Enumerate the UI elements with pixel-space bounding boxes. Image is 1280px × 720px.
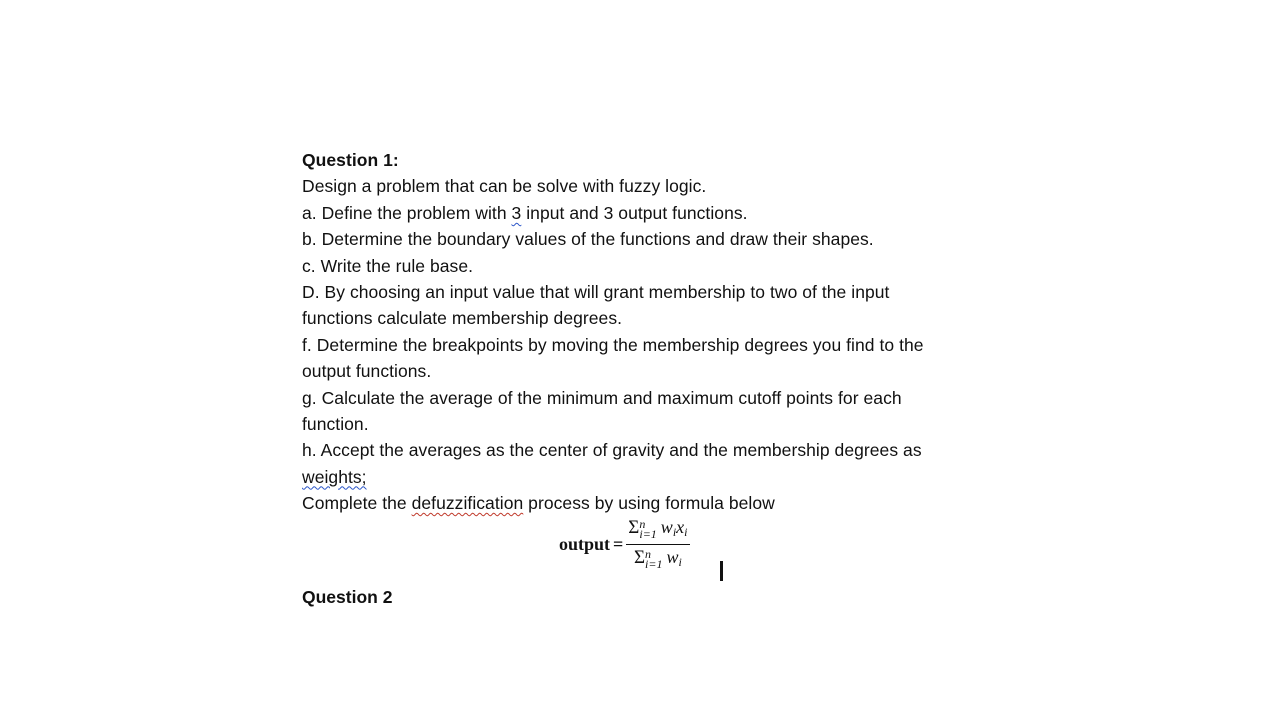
item-h-line-2: [302, 464, 1002, 490]
item-f-line-2: output functions.: [302, 361, 432, 382]
formula-denominator: [632, 545, 684, 572]
item-a-text: a. Define the problem with: [302, 202, 512, 223]
numerator-w-sub: i: [672, 525, 677, 539]
numerator-x-sub: i: [684, 525, 688, 539]
formula-lhs: output: [559, 534, 611, 554]
item-h-line-1: h. Accept the averages as the center of gravity and the membership degrees as: [302, 440, 922, 461]
formula-equals: =: [613, 534, 624, 554]
spelling-flag[interactable]: defuzzification: [411, 493, 524, 514]
formula-fraction: [626, 517, 689, 572]
defuzzification-formula[interactable]: [559, 517, 690, 572]
item-c: c. Write the rule base.: [302, 255, 474, 276]
next-question-heading-cutoff: Question 2: [302, 587, 393, 607]
item-b: b. Determine the boundary values of the functions and draw their shapes.: [302, 229, 874, 250]
numerator-sigma: Σ: [628, 517, 640, 538]
grammar-flag[interactable]: weights;: [302, 466, 367, 487]
complete-text: Complete the: [302, 493, 412, 514]
denominator-upper: n: [645, 546, 652, 561]
question-title: Question 1:: [302, 150, 399, 170]
item-g-line-2: function.: [302, 413, 369, 434]
item-d-line-1: D. By choosing an input value that will grant membership to two of the input: [302, 281, 890, 302]
complete-text-end: process by using formula below: [523, 493, 775, 514]
intro-line: Design a problem that can be solve with fuzzy logic.: [302, 176, 707, 197]
item-a: [302, 200, 1002, 226]
item-a-text-end: input and 3 output functions.: [521, 202, 748, 223]
denominator-limits: [645, 546, 663, 571]
formula-numerator: [626, 517, 689, 545]
numerator-limits: [639, 516, 657, 541]
spellcheck-flag[interactable]: 3: [511, 202, 522, 223]
item-d-line-2: functions calculate membership degrees.: [302, 308, 623, 329]
denominator-lower: i=1: [645, 556, 663, 571]
numerator-x: x: [676, 517, 685, 537]
text-cursor: [720, 561, 723, 581]
numerator-w: w: [660, 517, 673, 537]
denominator-w: w: [666, 547, 679, 567]
numerator-upper: n: [639, 516, 646, 531]
denominator-w-sub: i: [678, 555, 682, 569]
complete-line: [302, 490, 1002, 516]
item-g-line-1: g. Calculate the average of the minimum and maximum cutoff points for each: [302, 387, 902, 408]
numerator-lower: i=1: [639, 526, 657, 541]
item-f-line-1: f. Determine the breakpoints by moving the membership degrees you find to the: [302, 334, 924, 355]
denominator-sigma: Σ: [633, 547, 646, 568]
